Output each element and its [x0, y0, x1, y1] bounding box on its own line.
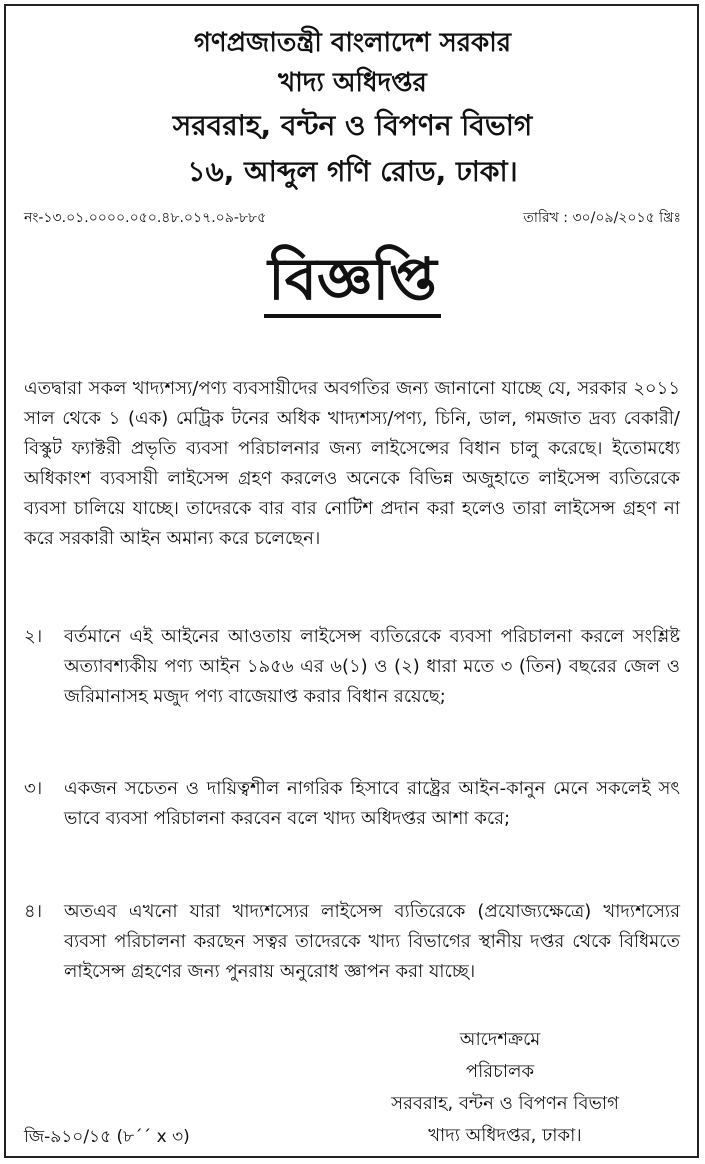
list-item-4 — [24, 897, 680, 987]
memo-number: নং-১৩.০১.০০০০.০৫০.৪৮.০১৭.০৯-৮৮৫ — [24, 210, 267, 226]
signature-division: সরবরাহ, বন্টন ও বিপণন বিভাগ — [391, 1093, 619, 1114]
notice-title-wrap — [0, 245, 705, 318]
signature-title: পরিচালক — [465, 1061, 535, 1082]
item-text: একজন সচেতন ও দায়িত্বশীল নাগরিক হিসাবে রাষ্ট্রের আইন-কানুন মেনে সকলেই সৎ ভাবে ব্যবসা পরিচালনা করবেন বলে খাদ্য অধিদপ্তর আশা করে; — [64, 778, 680, 829]
item-text: অতএব এখনো যারা খাদ্যশস্যের লাইসেন্স ব্যতিরেকে (প্রযোজ্যক্ষেত্রে) খাদ্যশস্যের ব্যবসা পরিচালনা করছেন সত্বর তাদেরকে খাদ্য বিভাগের স্থানীয় দপ্তর থেকে বিধিমতে লাইসেন্স গ্রহণের জন্য পুনরায় অনুরোধ জ্ঞাপন করা যাচ্ছে। — [64, 901, 680, 982]
header-government: গণপ্রজাতন্ত্রী বাংলাদেশ সরকার — [193, 28, 512, 58]
header-division: সরবরাহ, বন্টন ও বিপণন বিভাগ — [172, 109, 533, 142]
header-address: ১৬, আব্দুল গণি রোড, ঢাকা। — [187, 155, 518, 188]
signature-order: আদেশক্রমে — [459, 1029, 541, 1050]
signature-office: খাদ্য অধিদপ্তর, ঢাকা। — [428, 1125, 582, 1146]
item-number: ৪। — [24, 901, 43, 922]
item-number: ২। — [24, 626, 43, 647]
footer-code: জি-৯১০/১৫ (৮´´ x ৩) — [24, 1127, 190, 1147]
notice-date: তারিখ : ৩০/০৯/২০১৫ খ্রিঃ — [523, 210, 681, 226]
header-directorate: খাদ্য অধিদপ্তর — [278, 68, 427, 98]
item-text: বর্তমানে এই আইনের আওতায় লাইসেন্স ব্যতিরেকে ব্যবসা পরিচালনা করলে সংশ্লিষ্ট অত্যাবশ্যকীয় পণ্য আইন ১৯৫৬ এর ৬(১) ও (২) ধারা মতে ৩ (তিন) বছরের জেল ও জরিমানাসহ মজুদ পণ্য বাজেয়াপ্ত করার বিধান রয়েছে; — [64, 626, 680, 707]
list-item-3 — [24, 774, 680, 834]
list-item-2 — [24, 622, 680, 712]
paragraph-1: এতদ্বারা সকল খাদ্যশস্য/পণ্য ব্যবসায়ীদের অবগতির জন্য জানানো যাচ্ছে যে, সরকার ২০১১ সাল থেকে ১ (এক) মেট্রিক টনের অধিক খাদ্যশস্য/পণ্য, চিনি, ডাল, গমজাত দ্রব্য বেকারী/বিস্কুট ফ্যাক্টরী প্রভৃতি ব্যবসা পরিচালনার জন্য লাইসেন্সের বিধান চালু করেছে। ইতোমধ্যে অধিকাংশ ব্যবসায়ী লাইসেন্স গ্রহণ করলেও অনেকে বিভিন্ন অজুহাতে লাইসেন্স ব্যতিরেকে ব্যবসা চালিয়ে যাচ্ছে। তাদেরকে বার বার নোটিশ প্রদান করা হলেও তারা লাইসেন্স গ্রহণ না করে সরকারী আইন অমান্য করে চলেছেন। — [24, 378, 680, 549]
item-number: ৩। — [24, 778, 43, 799]
notice-title: বিজ্ঞপ্তি — [264, 248, 441, 318]
